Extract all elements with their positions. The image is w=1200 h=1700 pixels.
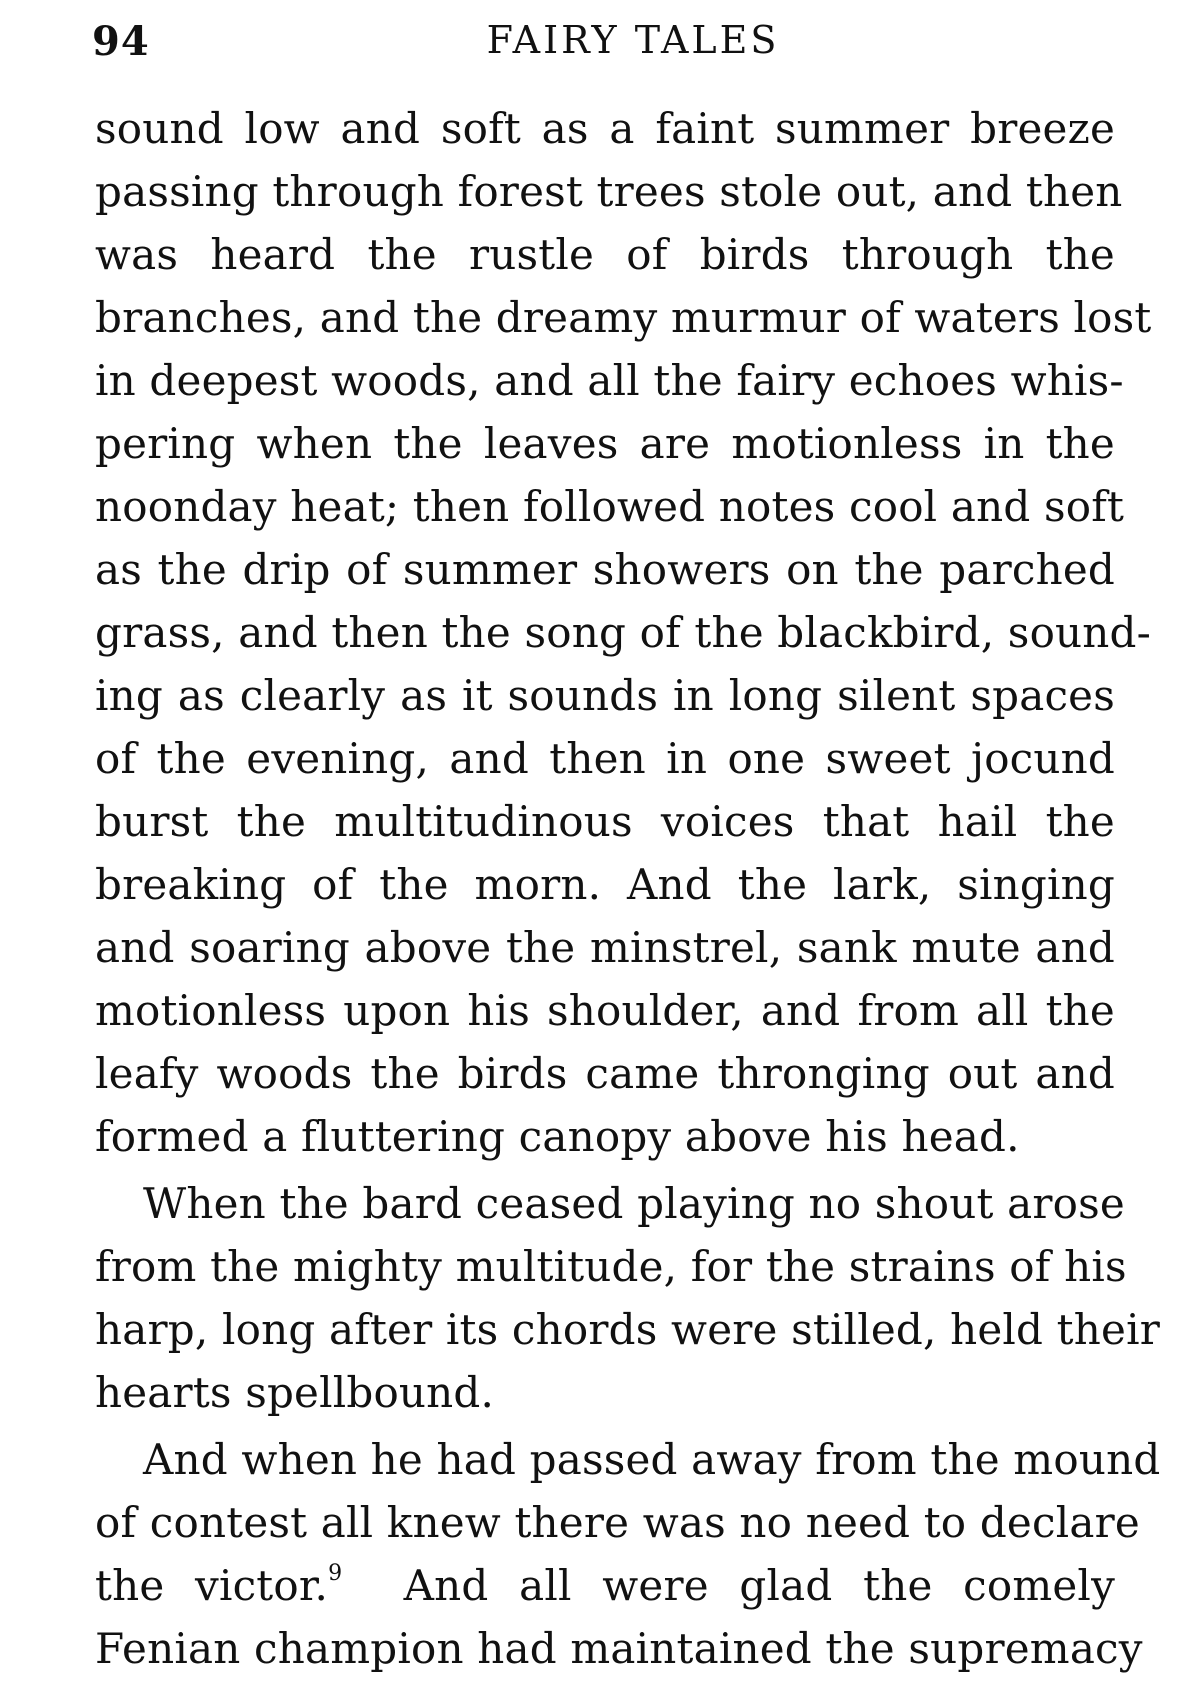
page-number: 94	[92, 18, 150, 65]
text-line: was heard the rustle of birds through the	[95, 230, 1115, 279]
paragraph-2	[95, 1172, 1160, 1424]
text-line: pering when the leaves are motionless in the	[95, 419, 1115, 468]
text-line: and soaring above the minstrel, sank mute and	[95, 923, 1115, 972]
text-line: of contest all knew there was no need to declare	[95, 1498, 1140, 1547]
text-line: in deepest woods, and all the fairy echoes whis-	[95, 356, 1124, 405]
text-line-with-footnote	[95, 1554, 1115, 1617]
footnote-marker[interactable]: 9	[328, 1561, 343, 1586]
text-line: motionless upon his shoulder, and from all the	[95, 986, 1115, 1035]
text-line: from the mighty multitude, for the strains of his	[95, 1242, 1127, 1291]
text-line: breaking of the morn. And the lark, singing	[95, 860, 1115, 909]
paragraph-1	[95, 97, 1152, 1168]
text-line: And when he had passed away from the mound	[143, 1435, 1161, 1484]
text-line: ing as clearly as it sounds in long silent spaces	[95, 671, 1115, 720]
text-line: harp, long after its chords were stilled, held their	[95, 1305, 1160, 1354]
text-line: of the evening, and then in one sweet jocund	[95, 734, 1115, 783]
text-line: When the bard ceased playing no shout arose	[143, 1179, 1125, 1228]
text-line: leafy woods the birds came thronging out and	[95, 1049, 1115, 1098]
body-text	[95, 97, 1161, 1680]
paragraph-3	[95, 1428, 1161, 1680]
text-line: Fenian champion had maintained the supremacy	[95, 1624, 1143, 1673]
text-line: hearts spellbound.	[95, 1368, 495, 1417]
text-line: passing through forest trees stole out, and then	[95, 167, 1123, 216]
text-line: branches, and the dreamy murmur of waters lost	[95, 293, 1152, 342]
running-head: FAIRY TALES	[486, 18, 780, 62]
text-line: burst the multitudinous voices that hail the	[95, 797, 1115, 846]
page-header	[92, 18, 1114, 78]
text-fragment: the victor.	[95, 1561, 329, 1610]
text-line: sound low and soft as a faint summer breeze	[95, 104, 1115, 153]
text-line: formed a fluttering canopy above his head.	[95, 1112, 1020, 1161]
text-fragment: And all were glad the comely	[342, 1561, 1115, 1610]
text-line: grass, and then the song of the blackbird, sound-	[95, 608, 1152, 657]
text-line: noonday heat; then followed notes cool and soft	[95, 482, 1125, 531]
text-line: as the drip of summer showers on the parched	[95, 545, 1115, 594]
